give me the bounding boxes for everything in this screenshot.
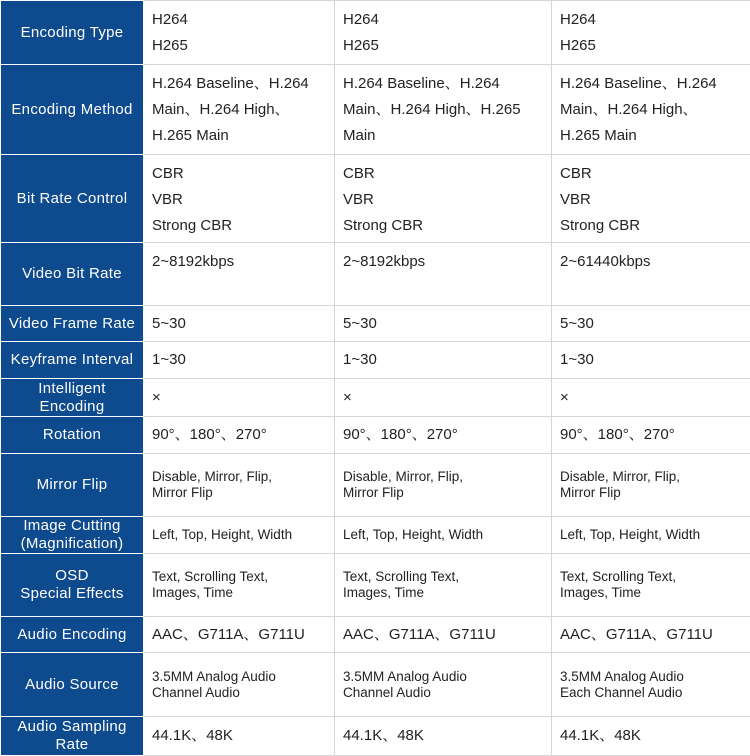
row-label: Audio Sampling Rate — [1, 717, 144, 756]
value-cell: CBR VBR Strong CBR — [552, 155, 750, 243]
value-cell: 3.5MM Analog Audio Channel Audio — [144, 653, 335, 717]
value-cell: × — [144, 379, 335, 417]
value-cell: 44.1K、48K — [552, 717, 750, 756]
value-cell: Text, Scrolling Text, Images, Time — [335, 554, 552, 617]
value-cell: 3.5MM Analog Audio Each Channel Audio — [552, 653, 750, 717]
value-cell: 5~30 — [335, 306, 552, 342]
row-label: Mirror Flip — [1, 454, 144, 517]
value-cell: 2~61440kbps — [552, 243, 750, 306]
value-cell: × — [552, 379, 750, 417]
row-keyframe-interval — [1, 342, 750, 379]
value-cell: CBR VBR Strong CBR — [335, 155, 552, 243]
value-cell: Left, Top, Height, Width — [144, 517, 335, 554]
value-cell: 1~30 — [335, 342, 552, 379]
row-label: Keyframe Interval — [1, 342, 144, 379]
row-label: Video Bit Rate — [1, 243, 144, 306]
value-cell: 1~30 — [144, 342, 335, 379]
row-encoding-method — [1, 65, 750, 155]
row-label: Audio Source — [1, 653, 144, 717]
value-cell: 2~8192kbps — [335, 243, 552, 306]
row-label: OSD Special Effects — [1, 554, 144, 617]
value-cell: AAC、G711A、G711U — [144, 617, 335, 653]
row-audio-encoding — [1, 617, 750, 653]
value-cell: 5~30 — [552, 306, 750, 342]
row-label: Encoding Type — [1, 1, 144, 65]
value-cell: H264 H265 — [144, 1, 335, 65]
value-cell: 2~8192kbps — [144, 243, 335, 306]
value-cell: AAC、G711A、G711U — [552, 617, 750, 653]
row-intelligent-encoding — [1, 379, 750, 417]
value-cell: 90°、180°、270° — [144, 417, 335, 454]
value-cell: 90°、180°、270° — [552, 417, 750, 454]
row-image-cutting — [1, 517, 750, 554]
row-label: Encoding Method — [1, 65, 144, 155]
value-cell: 44.1K、48K — [144, 717, 335, 756]
value-cell: AAC、G711A、G711U — [335, 617, 552, 653]
value-cell: Left, Top, Height, Width — [335, 517, 552, 554]
row-bit-rate-control — [1, 155, 750, 243]
row-rotation — [1, 417, 750, 454]
value-cell: H264 H265 — [335, 1, 552, 65]
row-label: Audio Encoding — [1, 617, 144, 653]
value-cell: H.264 Baseline、H.264 Main、H.264 High、H.265 Main — [335, 65, 552, 155]
row-label: Bit Rate Control — [1, 155, 144, 243]
row-label: Intelligent Encoding — [1, 379, 144, 417]
value-cell: 3.5MM Analog Audio Channel Audio — [335, 653, 552, 717]
row-video-frame-rate — [1, 306, 750, 342]
value-cell: Left, Top, Height, Width — [552, 517, 750, 554]
row-label: Video Frame Rate — [1, 306, 144, 342]
value-cell: H.264 Baseline、H.264 Main、H.264 High、 H.265 Main — [144, 65, 335, 155]
row-audio-sampling-rate — [1, 717, 750, 756]
value-cell: H264 H265 — [552, 1, 750, 65]
row-osd-special-effects — [1, 554, 750, 617]
value-cell: CBR VBR Strong CBR — [144, 155, 335, 243]
value-cell: Text, Scrolling Text, Images, Time — [144, 554, 335, 617]
value-cell: 5~30 — [144, 306, 335, 342]
row-label: Rotation — [1, 417, 144, 454]
row-audio-source — [1, 653, 750, 717]
value-cell: Disable, Mirror, Flip, Mirror Flip — [144, 454, 335, 517]
value-cell: Text, Scrolling Text, Images, Time — [552, 554, 750, 617]
value-cell: Disable, Mirror, Flip, Mirror Flip — [335, 454, 552, 517]
row-mirror-flip — [1, 454, 750, 517]
value-cell: 1~30 — [552, 342, 750, 379]
value-cell: 44.1K、48K — [335, 717, 552, 756]
value-cell: 90°、180°、270° — [335, 417, 552, 454]
value-cell: H.264 Baseline、H.264 Main、H.264 High、 H.265 Main — [552, 65, 750, 155]
row-encoding-type — [1, 1, 750, 65]
value-cell: × — [335, 379, 552, 417]
row-video-bit-rate — [1, 243, 750, 306]
value-cell: Disable, Mirror, Flip, Mirror Flip — [552, 454, 750, 517]
row-label: Image Cutting (Magnification) — [1, 517, 144, 554]
